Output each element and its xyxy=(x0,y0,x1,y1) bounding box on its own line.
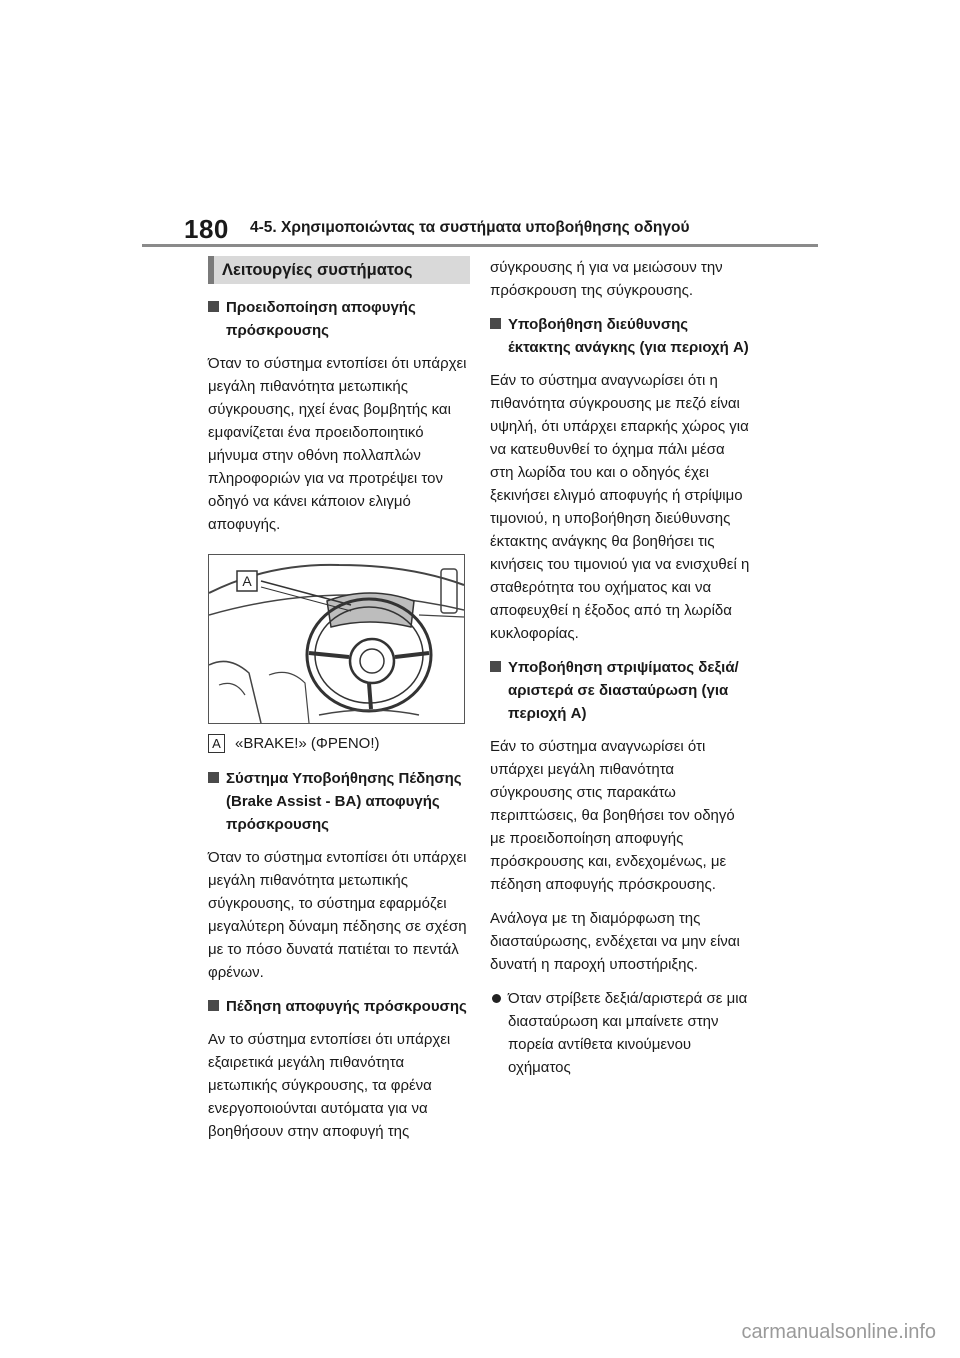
paragraph: σύγκρουσης ή για να μειώσουν την πρόσκρουση της σύγκρουσης. xyxy=(490,259,723,299)
heading-collision-braking xyxy=(208,995,470,1018)
paragraph: Εάν το σύστημα αναγνωρίσει ότι η πιθανότητα σύγκρουσης με πεζό είναι υψηλή, ότι υπάρχει επαρκής χώρος για να κατευθυνθεί το όχημα πάλι μέσα στη λωρίδα του και ο οδηγός έχει ξεκινήσει ελιγμό αποφυγής ή στρίψιμο τιμονιού, η υποβοήθηση διεύθυνσης έκτακτης ανάγκης θα βοηθήσει τις κινήσεις του τιμονιού για να ενισχυθεί η σταθερότητα του οχήματος και να αποφευχθεί η έξοδος από τη λωρίδα κυκλοφορίας. xyxy=(490,372,750,642)
paragraph: Εάν το σύστημα αναγνωρίσει ότι υπάρχει μεγάλη πιθανότητα σύγκρουσης στις παρακάτω περιπτώσεις, θα βοηθήσει τον οδηγό με προειδοποίηση αποφυγής πρόσκρουσης και, ενδεχομένως, με πέδηση αποφυγής πρόσκρουσης. xyxy=(490,738,735,893)
paragraph: Αν το σύστημα εντοπίσει ότι υπάρχει εξαιρετικά μεγάλη πιθανότητα μετωπικής σύγκρουσης, τα φρένα ενεργοποιούνται αυτόματα για να βοηθήσουν στην αποφυγή της xyxy=(208,1031,451,1140)
list-item xyxy=(490,987,752,1079)
header-divider xyxy=(142,244,818,247)
paragraph: Ανάλογα με τη διαμόρφωση της διασταύρωσης, ενδέχεται να μην είναι δυνατή η παροχή υποστήριξης. xyxy=(490,910,740,973)
caption-label: A xyxy=(208,734,225,753)
heading-text: Υποβοήθηση διεύθυνσης έκτακτης ανάγκης (για περιοχή A) xyxy=(508,316,749,356)
bullet-dot-icon xyxy=(492,994,501,1003)
heading-text: Σύστημα Υποβοήθησης Πέδησης (Brake Assist - BA) αποφυγής πρόσκρουσης xyxy=(226,770,462,833)
heading-text: Προειδοποίηση αποφυγής πρόσκρουσης xyxy=(226,299,416,339)
square-bullet-icon xyxy=(208,772,219,783)
square-bullet-icon xyxy=(490,661,501,672)
heading-emergency-steering xyxy=(490,313,752,359)
square-bullet-icon xyxy=(490,318,501,329)
steering-wheel-figure xyxy=(208,554,465,724)
paragraph: Όταν το σύστημα εντοπίσει ότι υπάρχει μεγάλη πιθανότητα μετωπικής σύγκρουσης, το σύστημα εφαρμόζει μεγαλύτερη δύναμη πέδησης σε σχέση με το πόσο δυνατά πατιέται το πεντάλ φρένων. xyxy=(208,849,467,981)
page-number: 180 xyxy=(184,214,229,244)
square-bullet-icon xyxy=(208,1000,219,1011)
caption-text: «BRAKE!» (ΦΡΕΝΟ!) xyxy=(235,735,380,752)
heading-intersection-turn xyxy=(490,656,752,725)
left-column xyxy=(208,256,470,1154)
figure-callout-label: A xyxy=(242,573,252,589)
list-item-text: Όταν στρίβετε δεξιά/αριστερά σε μια διασταύρωση και μπαίνετε στην πορεία αντίθετα κινούμενου οχήματος xyxy=(508,990,748,1076)
heading-text: Υποβοήθηση στριψίματος δεξιά/αριστερά σε διασταύρωση (για περιοχή A) xyxy=(508,659,739,722)
section-title: Λειτουργίες συστήματος xyxy=(208,256,470,284)
figure-caption xyxy=(208,734,470,753)
heading-brake-assist xyxy=(208,767,470,836)
dashboard-illustration xyxy=(209,555,464,723)
right-column xyxy=(490,256,752,1079)
paragraph: Όταν το σύστημα εντοπίσει ότι υπάρχει μεγάλη πιθανότητα μετωπικής σύγκρουσης, ηχεί ένας βομβητής και εμφανίζεται ένα προειδοποιητικό μήνυμα στην οθόνη πολλαπλών πληροφοριών για να προτρέψει τον οδηγό να κάνει κάποιον ελιγμό αποφυγής. xyxy=(208,355,467,533)
heading-text: Πέδηση αποφυγής πρόσκρουσης xyxy=(226,998,467,1015)
watermark-link[interactable]: carmanualsonline.info xyxy=(741,1321,936,1343)
chapter-title: 4-5. Χρησιμοποιώντας τα συστήματα υποβοήθησης οδηγού xyxy=(250,219,690,236)
heading-collision-warning xyxy=(208,296,470,342)
square-bullet-icon xyxy=(208,301,219,312)
